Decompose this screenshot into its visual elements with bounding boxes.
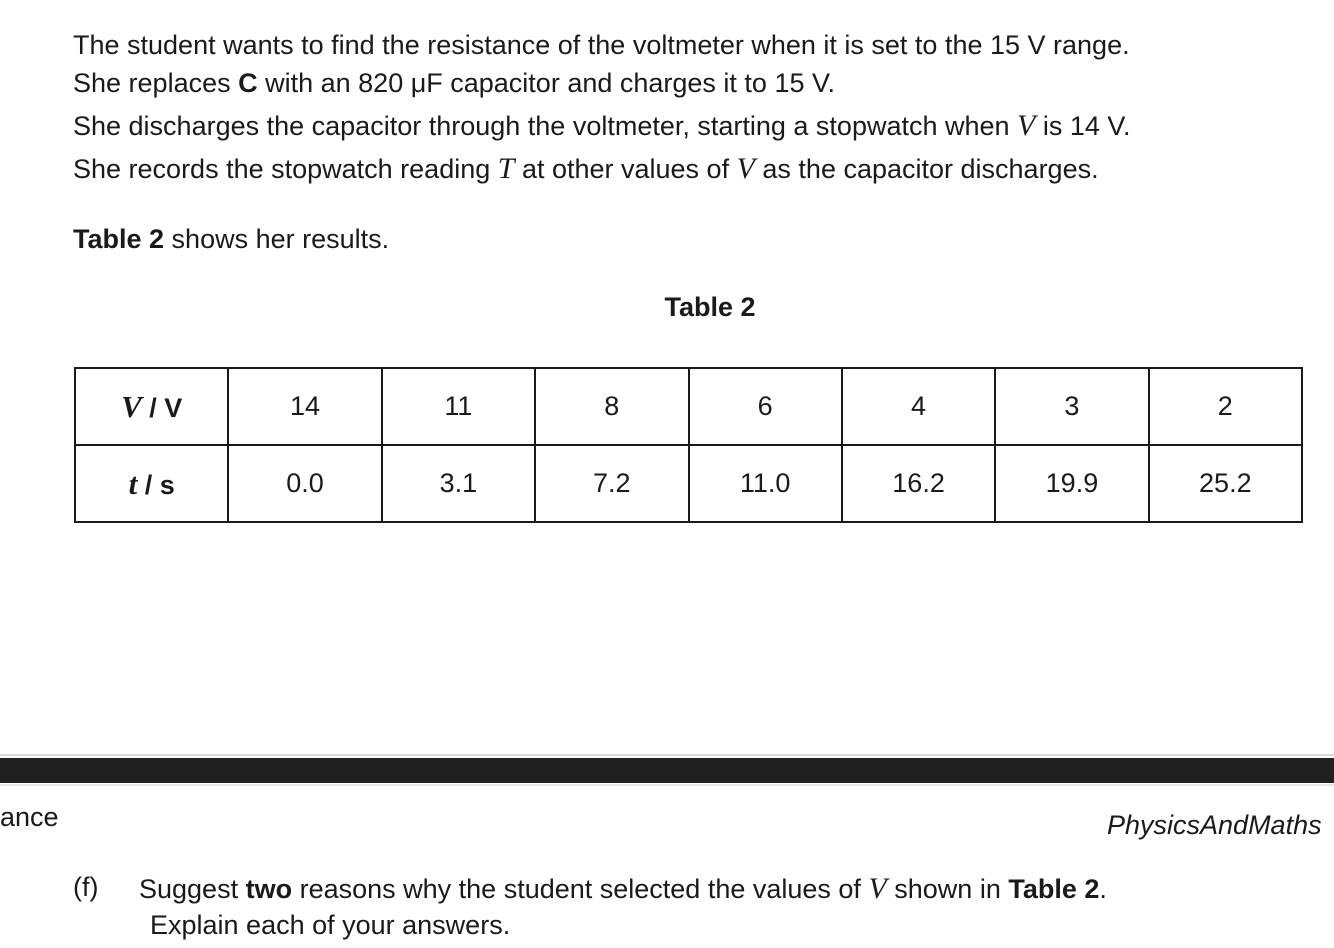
page-break-bar	[0, 758, 1334, 783]
question-line-1: Suggest two reasons why the student selected the values of V shown in Table 2.	[139, 872, 1107, 905]
row-header-time: t / s	[75, 445, 228, 522]
table-row-voltage	[75, 368, 1302, 445]
table-cell: 3	[995, 368, 1148, 445]
table-cell: 25.2	[1149, 445, 1302, 522]
table-cell: 4	[842, 368, 995, 445]
table-cell: 11	[382, 368, 535, 445]
site-watermark: PhysicsAndMaths	[1107, 810, 1322, 840]
table-cell: 0.0	[228, 445, 381, 522]
table-cell: 2	[1149, 368, 1302, 445]
component-c: C	[238, 68, 258, 98]
table-row-time	[75, 445, 1302, 522]
table-caption: Table 2	[664, 292, 756, 322]
table-cell: 19.9	[995, 445, 1148, 522]
var-v: V	[868, 872, 887, 905]
intro-line-1: The student wants to find the resistance of the voltmeter when it is set to the 15 V range.	[73, 30, 1130, 60]
question-label: (f)	[73, 872, 99, 902]
intro-line-2: She replaces C with an 820 μF capacitor and charges it to 15 V.	[73, 68, 836, 98]
row-header-voltage: V / V	[75, 368, 228, 445]
intro-line-4: She records the stopwatch reading T at other values of V as the capacitor discharges.	[73, 152, 1099, 185]
table-cell: 16.2	[842, 445, 995, 522]
table-cell: 7.2	[535, 445, 688, 522]
var-t: T	[497, 152, 515, 185]
table-cell: 6	[689, 368, 842, 445]
table-cell: 11.0	[689, 445, 842, 522]
intro-line-3: She discharges the capacitor through the voltmeter, starting a stopwatch when V is 14 V.	[73, 109, 1131, 142]
results-table	[74, 367, 1303, 523]
table-cell: 3.1	[382, 445, 535, 522]
page-divider-bottom	[0, 784, 1334, 786]
intro-line-5: Table 2 shows her results.	[73, 224, 390, 254]
table-cell: 14	[228, 368, 381, 445]
var-v: V	[736, 152, 755, 185]
page-divider-top	[0, 754, 1334, 756]
cropped-text-fragment: ance	[0, 802, 59, 832]
var-v: V	[1017, 109, 1036, 142]
question-line-2: Explain each of your answers.	[150, 910, 511, 940]
table-cell: 8	[535, 368, 688, 445]
